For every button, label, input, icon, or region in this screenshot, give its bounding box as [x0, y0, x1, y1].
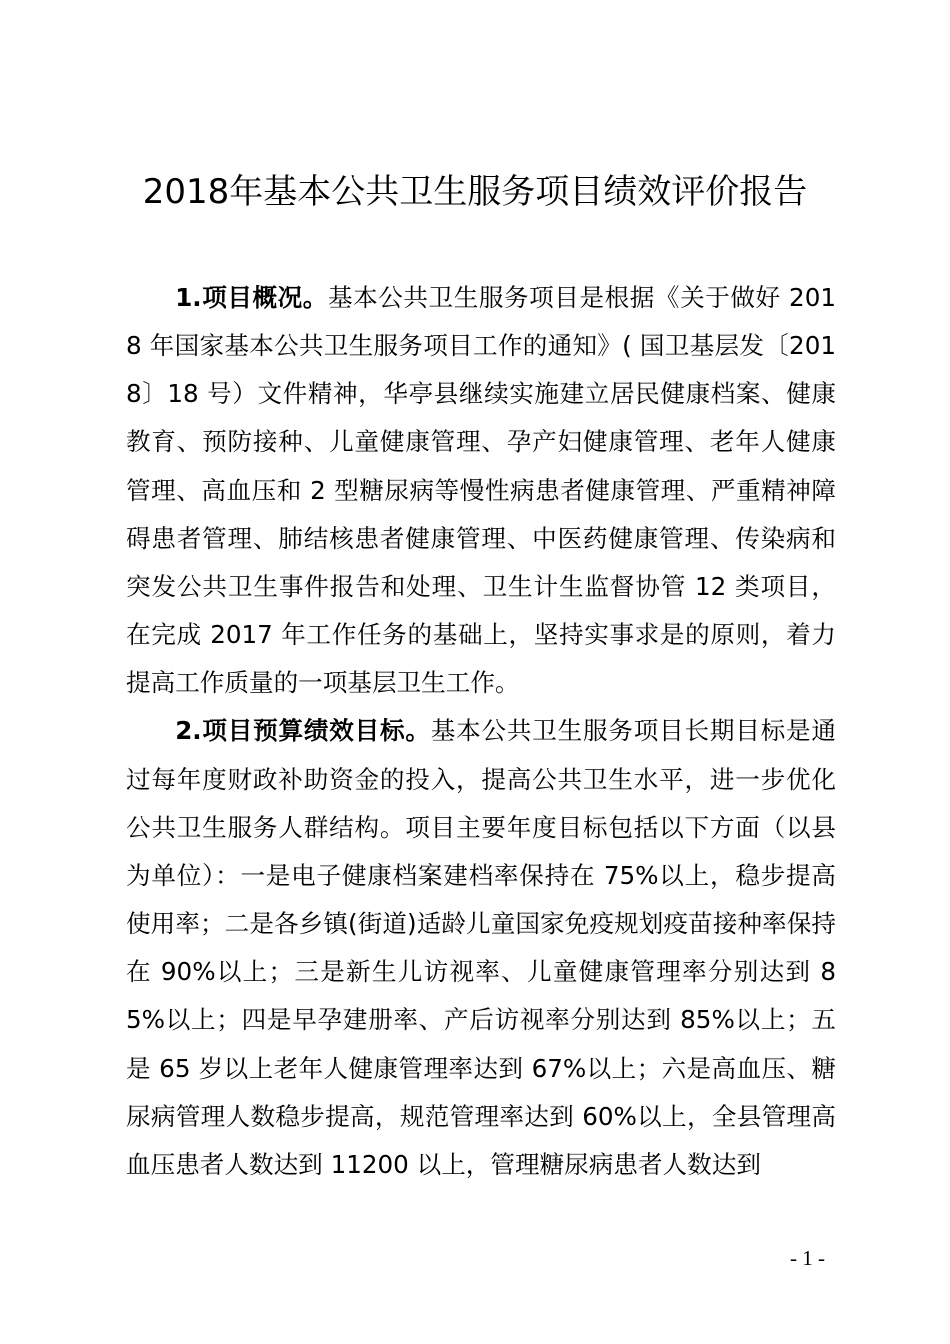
- section-text-budget-performance-goals: 基本公共卫生服务项目长期目标是通过每年度财政补助资金的投入，提高公共卫生水平，进一步优化公共卫生服务人群结构。项目主要年度目标包括以下方面（以县为单位）：一是电子健康档案建档率保持在 75%以上，稳步提高使用率；二是各乡镇(街道)适龄儿童国家免疫规划疫苗接种率保持在 90%以上；三是新生儿访视率、儿童健康管理率分别达到 85%以上；四是早孕建册率、产后访视率分别达到 85%以上；五是 65 岁以上老年人健康管理率达到 67%以上；六是高血压、糖尿病管理人数稳步提高，规范管理率达到 60%以上，全县管理高血压患者人数达到 11200 以上，管理糖尿病患者人数达到: [126, 716, 836, 1179]
- section-heading-project-overview: 1.项目概况。: [175, 283, 328, 312]
- page-number: - 1 -: [790, 1246, 825, 1270]
- section-budget-performance-goals: [126, 707, 836, 1189]
- section-heading-budget-performance-goals: 2.项目预算绩效目标。: [175, 716, 431, 746]
- section-text-project-overview: 基本公共卫生服务项目是根据《关于做好 2018 年国家基本公共卫生服务项目工作的通知》( 国卫基层发〔2018〕18 号）文件精神，华亭县继续实施建立居民健康档案、健康教育、预防接种、儿童健康管理、孕产妇健康管理、老年人健康管理、高血压和 2 型糖尿病等慢性病患者健康管理、严重精神障碍患者管理、肺结核患者健康管理、中医药健康管理、传染病和突发公共卫生事件报告和处理、卫生计生监督协管 12 类项目，在完成 2017 年工作任务的基础上，坚持实事求是的原则，着力提高工作质量的一项基层卫生工作。: [126, 283, 836, 698]
- document-body: [126, 274, 836, 1189]
- document-title: 2018年基本公共卫生服务项目绩效评价报告: [142, 172, 808, 212]
- section-project-overview: [126, 274, 836, 707]
